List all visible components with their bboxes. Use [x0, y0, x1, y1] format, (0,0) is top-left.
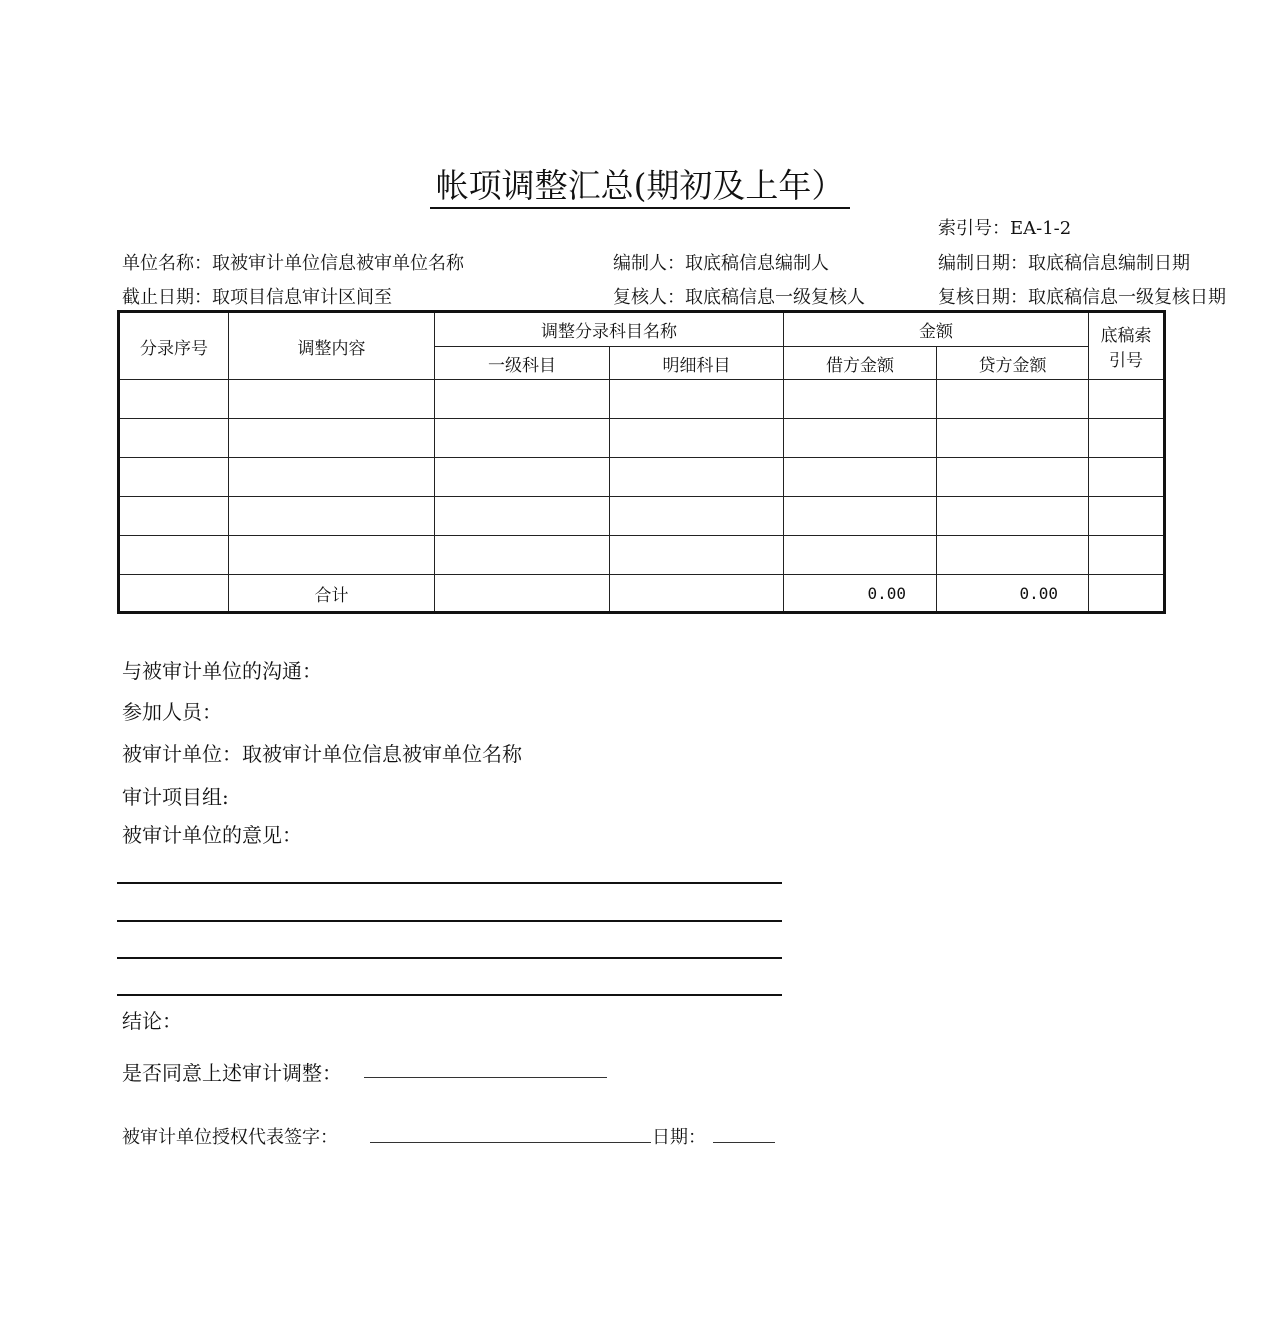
cell: [1089, 575, 1165, 613]
header-seq: 分录序号: [119, 312, 229, 380]
cell[interactable]: [937, 458, 1089, 497]
cell[interactable]: [937, 380, 1089, 419]
signature-label: 被审计单位授权代表签字：: [122, 1127, 338, 1148]
cell[interactable]: [435, 497, 610, 536]
cell[interactable]: [229, 419, 435, 458]
agree-blank[interactable]: [364, 1077, 607, 1078]
opinion-label: 被审计单位的意见：: [122, 823, 302, 847]
cell[interactable]: [1089, 536, 1165, 575]
cell[interactable]: [1089, 458, 1165, 497]
header-ref: 底稿索引号: [1089, 312, 1165, 380]
header-content: 调整内容: [229, 312, 435, 380]
date-blank[interactable]: [713, 1142, 775, 1143]
header-credit: 贷方金额: [937, 347, 1089, 380]
cell[interactable]: [119, 458, 229, 497]
cell[interactable]: [784, 419, 937, 458]
communication-heading: 与被审计单位的沟通：: [122, 659, 322, 683]
cell[interactable]: [119, 419, 229, 458]
header-amount-group: 金额: [784, 312, 1089, 347]
participants-label: 参加人员：: [122, 700, 222, 724]
cell[interactable]: [937, 497, 1089, 536]
audit-team-label: 审计项目组:: [122, 785, 229, 809]
cell[interactable]: [784, 458, 937, 497]
opinion-line[interactable]: [117, 920, 782, 922]
cell[interactable]: [229, 536, 435, 575]
cell[interactable]: [937, 419, 1089, 458]
cell[interactable]: [435, 536, 610, 575]
agree-label: 是否同意上述审计调整：: [122, 1061, 342, 1085]
table-row: [119, 497, 1165, 536]
cell[interactable]: [119, 536, 229, 575]
total-row: [119, 575, 1165, 613]
cell[interactable]: [610, 536, 784, 575]
table-row: [119, 380, 1165, 419]
cell[interactable]: [435, 458, 610, 497]
opinion-line[interactable]: [117, 957, 782, 959]
table-row: [119, 536, 1165, 575]
cell[interactable]: [784, 380, 937, 419]
prepare-date: 编制日期：取底稿信息编制日期: [938, 253, 1190, 274]
date-label: 日期：: [652, 1127, 706, 1148]
audited-unit: 被审计单位：取被审计单位信息被审单位名称: [122, 742, 522, 766]
cell[interactable]: [1089, 380, 1165, 419]
conclusion-label: 结论：: [122, 1009, 182, 1033]
preparer: 编制人：取底稿信息编制人: [613, 253, 829, 274]
header-account-group: 调整分录科目名称: [435, 312, 784, 347]
cell[interactable]: [610, 380, 784, 419]
cell[interactable]: [610, 419, 784, 458]
total-debit: 0.00: [784, 575, 937, 613]
cell[interactable]: [784, 497, 937, 536]
cell: [435, 575, 610, 613]
cell[interactable]: [119, 380, 229, 419]
cell[interactable]: [610, 497, 784, 536]
cell[interactable]: [1089, 497, 1165, 536]
cell[interactable]: [229, 380, 435, 419]
cell[interactable]: [119, 497, 229, 536]
cell[interactable]: [784, 536, 937, 575]
index-number: 索引号：EA-1-2: [938, 218, 1072, 239]
cell[interactable]: [435, 380, 610, 419]
header-level1: 一级科目: [435, 347, 610, 380]
cell: [119, 575, 229, 613]
cell[interactable]: [610, 458, 784, 497]
unit-name: 单位名称：取被审计单位信息被审单位名称: [122, 253, 464, 274]
signature-blank[interactable]: [370, 1142, 651, 1143]
table-row: [119, 458, 1165, 497]
cell: [610, 575, 784, 613]
review-date: 复核日期：取底稿信息一级复核日期: [938, 287, 1226, 308]
table-row: [119, 419, 1165, 458]
cell[interactable]: [937, 536, 1089, 575]
opinion-line[interactable]: [117, 882, 782, 884]
header-debit: 借方金额: [784, 347, 937, 380]
total-label: 合计: [229, 575, 435, 613]
header-detail: 明细科目: [610, 347, 784, 380]
opinion-line[interactable]: [117, 994, 782, 996]
cell[interactable]: [229, 458, 435, 497]
cell[interactable]: [435, 419, 610, 458]
cutoff-date: 截止日期：取项目信息审计区间至: [122, 287, 392, 308]
cell[interactable]: [1089, 419, 1165, 458]
total-credit: 0.00: [937, 575, 1089, 613]
page-title: 帐项调整汇总(期初及上年）: [0, 160, 1280, 207]
reviewer: 复核人：取底稿信息一级复核人: [613, 287, 865, 308]
adjustment-table: [117, 310, 1166, 614]
cell[interactable]: [229, 497, 435, 536]
